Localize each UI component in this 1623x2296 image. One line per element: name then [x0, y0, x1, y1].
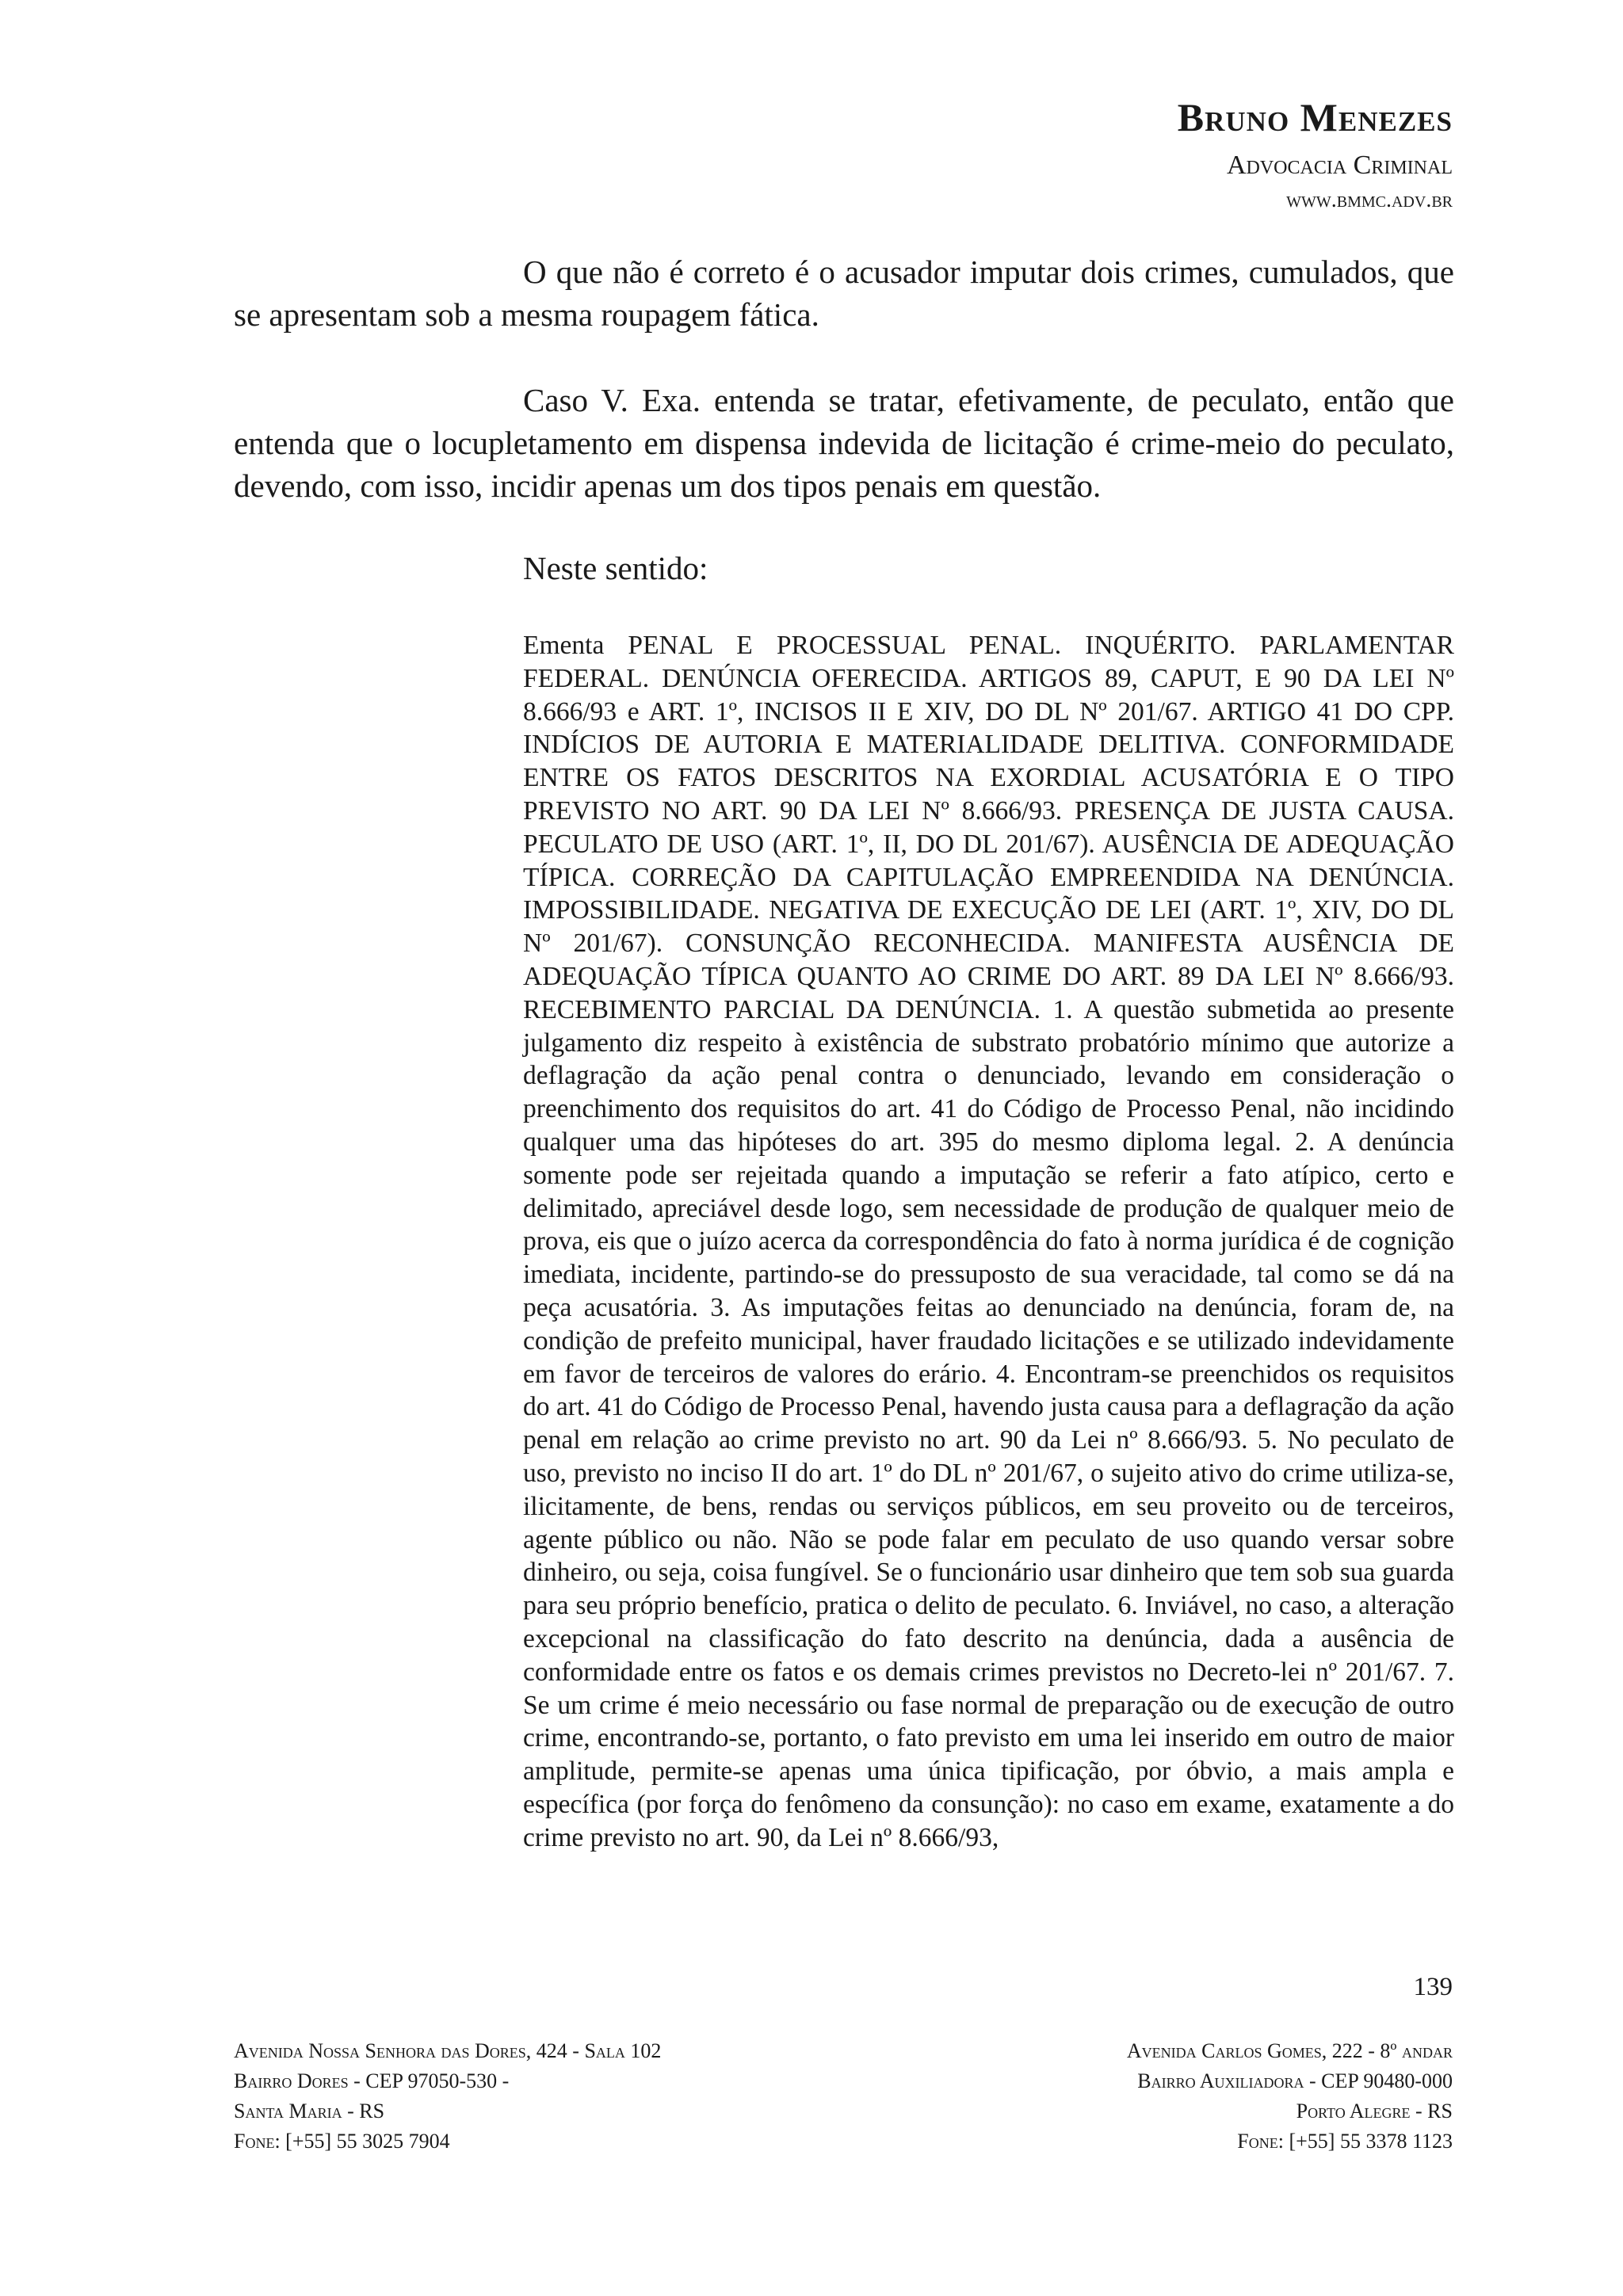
- footer-address-santa-maria: [234, 2036, 661, 2157]
- footer-right-line: Bairro Auxiliadora - CEP 90480-000: [1137, 2069, 1453, 2092]
- firm-website: www.bmmc.adv.br: [1286, 188, 1453, 212]
- footer-left-line: Santa Maria - RS: [234, 2100, 385, 2122]
- paragraph-3: Neste sentido:: [523, 550, 708, 586]
- firm-name: Bruno Menezes: [1177, 95, 1453, 139]
- letterhead: [1178, 93, 1453, 217]
- page-number: 139: [1413, 1973, 1453, 2001]
- footer-right-line: Avenida Carlos Gomes, 222 - 8º andar: [1126, 2039, 1453, 2062]
- ementa-quote: Ementa PENAL E PROCESSUAL PENAL. INQUÉRITO. PARLAMENTAR FEDERAL. DENÚNCIA OFERECIDA. ARTIGOS 89, CAPUT, E 90 DA LEI Nº 8.666/93 e ART. 1º, INCISOS II E XIV, DO DL Nº 201/67. ARTIGO 41 DO CPP. INDÍCIOS DE AUTORIA E MATERIALIDADE DELITIVA. CONFORMIDADE ENTRE OS FATOS DESCRITOS NA EXORDIAL ACUSATÓRIA E O TIPO PREVISTO NO ART. 90 DA LEI Nº 8.666/93. PRESENÇA DE JUSTA CAUSA. PECULATO DE USO (ART. 1º, II, DO DL 201/67). AUSÊNCIA DE ADEQUAÇÃO TÍPICA. CORREÇÃO DA CAPITULAÇÃO EMPREENDIDA NA DENÚNCIA. IMPOSSIBILIDADE. NEGATIVA DE EXECUÇÃO DE LEI (ART. 1º, XIV, DO DL Nº 201/67). CONSUNÇÃO RECONHECIDA. MANIFESTA AUSÊNCIA DE ADEQUAÇÃO TÍPICA QUANTO AO CRIME DO ART. 89 DA LEI Nº 8.666/93. RECEBIMENTO PARCIAL DA DENÚNCIA. 1. A questão submetida ao presente julgamento diz respeito à existência de substrato probatório mínimo que autorize a deflagração da ação penal contra o denunciado, levando em consideração o preenchimento dos requisitos do art. 41 do Código de Processo Penal, não incidindo qualquer uma das hipóteses do art. 395 do mesmo diploma legal. 2. A denúncia somente pode ser rejeitada quando a imputação se referir a fato atípico, certo e delimitado, apreciável desde logo, sem necessidade de produção de qualquer meio de prova, eis que o juízo acerca da correspondência do fato à norma jurídica é de cognição imediata, incidente, partindo-se do pressuposto de sua veracidade, tal como se dá na peça acusatória. 3. As imputações feitas ao denunciado na denúncia, foram de, na condição de prefeito municipal, haver fraudado licitações e se utilizado indevidamente em favor de terceiros de valores do erário. 4. Encontram-se preenchidos os requisitos do art. 41 do Código de Processo Penal, havendo justa causa para a deflagração da ação penal em relação ao crime previsto no art. 90 da Lei nº 8.666/93. 5. No peculato de uso, previsto no inciso II do art. 1º do DL nº 201/67, o sujeito ativo do crime utiliza-se, ilicitamente, de bens, rendas ou serviços públicos, em seu proveito ou de terceiros, agente público ou não. Não se pode falar em peculato de uso quando versar sobre dinheiro, ou seja, coisa fungível. Se o funcionário usar dinheiro que tem sob sua guarda para seu próprio benefício, pratica o delito de peculato. 6. Inviável, no caso, a alteração excepcional na classificação do fato descrito na denúncia, dada a ausência de conformidade entre os fatos e os demais crimes previstos no Decreto-lei nº 201/67. 7. Se um crime é meio necessário ou fase normal de preparação ou de execução de outro crime, encontrando-se, portanto, o fato previsto em uma lei inserido em outro de maior amplitude, permite-se apenas uma única tipificação, por óbvio, a mais ampla e específica (por força do fenômeno da consunção): no caso em exame, exatamente a do crime previsto no art. 90, da Lei nº 8.666/93,: [523, 631, 1454, 1852]
- footer-right-line: Fone: [+55] 55 3378 1123: [1237, 2130, 1453, 2153]
- footer-address-porto-alegre: [1127, 2036, 1453, 2157]
- footer-left-line: Fone: [+55] 55 3025 7904: [234, 2130, 450, 2153]
- footer-left-line: Avenida Nossa Senhora das Dores, 424 - Sala 102: [234, 2039, 662, 2062]
- paragraph-1: O que não é correto é o acusador imputar dois crimes, cumulados, que se apresentam sob a mesma roupagem fática.: [234, 254, 1454, 333]
- firm-subtitle: Advocacia Criminal: [1226, 151, 1453, 180]
- footer-right-line: Porto Alegre - RS: [1296, 2100, 1453, 2122]
- footer-left-line: Bairro Dores - CEP 97050-530 -: [234, 2069, 510, 2092]
- paragraph-2: Caso V. Exa. entenda se tratar, efetivamente, de peculato, então que entenda que o locupletamento em dispensa indevida de licitação é crime-meio do peculato, devendo, com isso, incidir apenas um dos tipos penais em questão.: [234, 382, 1454, 504]
